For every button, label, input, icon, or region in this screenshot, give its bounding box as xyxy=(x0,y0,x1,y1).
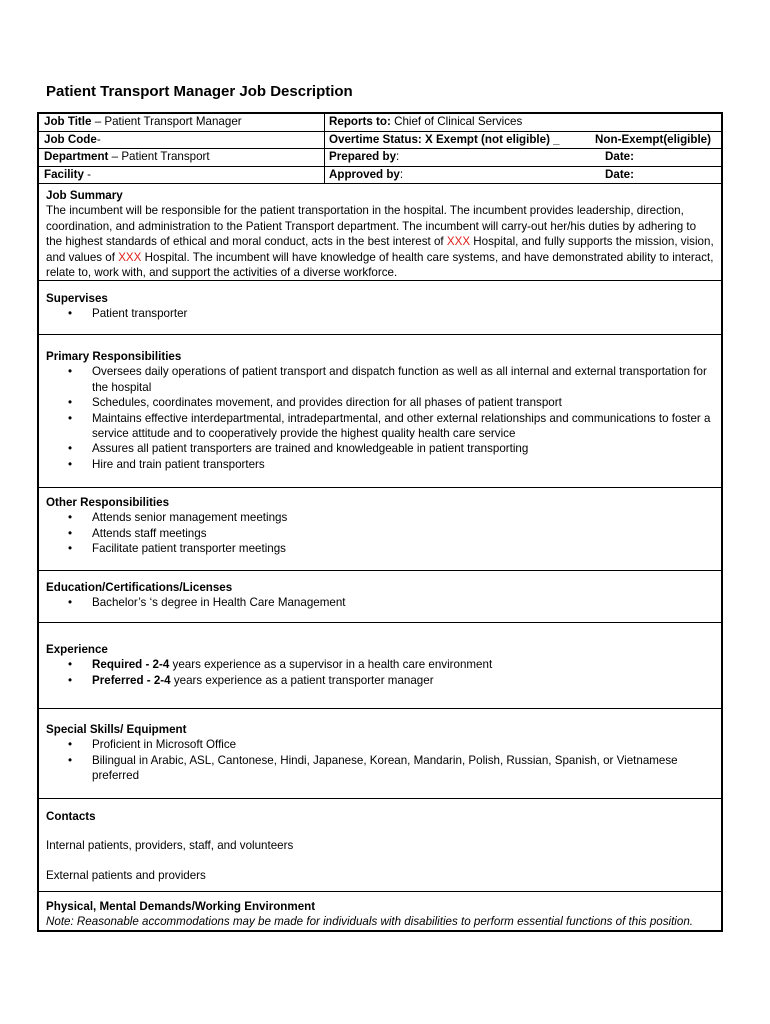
job-title-row xyxy=(39,114,324,132)
education-section xyxy=(39,571,721,623)
education-heading: Education/Certifications/Licenses xyxy=(46,581,233,594)
approved-by-value: : xyxy=(399,167,404,181)
list-item: • Assures all patient transporters are trained and knowledgeable in patient transporting xyxy=(46,441,715,456)
overtime-status-row xyxy=(325,132,721,150)
job-code-label: Job Code xyxy=(44,132,97,146)
job-description-table xyxy=(37,112,723,932)
prepared-date-label: Date: xyxy=(605,150,634,163)
prepared-by-value: : xyxy=(396,150,400,163)
overtime-status-label: Overtime Status: X Exempt (not eligible) _ xyxy=(329,132,560,146)
supervises-heading: Supervises xyxy=(46,292,108,305)
supervises-section xyxy=(39,281,721,335)
list-item: • Facilitate patient transporter meetings xyxy=(46,541,715,556)
facility-label: Facility xyxy=(44,167,84,181)
contacts-section xyxy=(39,799,721,892)
approved-by-row xyxy=(325,167,721,184)
non-exempt-label: Non-Exempt(eligible) xyxy=(595,132,711,146)
accommodations-note: Note: Reasonable accommodations may be made for individuals with disabilities to perform essential functions of this position. xyxy=(46,915,694,929)
job-summary-text: The incumbent will be responsible for the patient transportation in the hospital. The incumbent provides leadership, direction, coordination, and administration to the Patient Transport department. The incumbent will carry-out her/his duties by adhering to the highest standards of ethical and moral conduct, acts in the best interest of XXX Hospital, and fully supports the mission, vision, and values of XXX Hospital. The incumbent will have knowledge of health care systems, and have demonstrated ability to interact, relate to, work with, and support the activities of a diverse workforce. xyxy=(46,204,714,280)
primary-responsibilities-section xyxy=(39,335,721,488)
list-item: • Preferred - 2-4 years experience as a patient transporter manager xyxy=(46,673,715,688)
list-item: • Bachelor’s ‘s degree in Health Care Management xyxy=(46,595,715,610)
list-item: • Patient transporter xyxy=(46,306,715,321)
contacts-heading: Contacts xyxy=(46,810,96,823)
facility-value: - xyxy=(83,167,92,181)
job-summary-section xyxy=(39,184,721,281)
experience-heading: Experience xyxy=(46,643,108,656)
list-item: • Oversees daily operations of patient transport and dispatch function as well as all internal and external transportation for the hospital xyxy=(46,364,715,395)
reports-to-value: Chief of Clinical Services xyxy=(390,115,523,128)
special-skills-section xyxy=(39,709,721,799)
hospital-placeholder-1: XXX xyxy=(446,235,471,249)
list-item: • Attends staff meetings xyxy=(46,526,715,541)
prepared-by-label: Prepared by xyxy=(329,150,397,163)
contacts-internal: Internal patients, providers, staff, and volunteers xyxy=(46,839,294,853)
header-left-column xyxy=(39,114,325,183)
document-title: Patient Transport Manager Job Description xyxy=(46,83,353,100)
list-item: • Required - 2-4 years experience as a supervisor in a health care environment xyxy=(46,657,715,672)
list-item: • Maintains effective interdepartmental, intradepartmental, and other external relationships and communications to foster a service attitude and to cooperatively provide the highest quality health care service xyxy=(46,411,715,442)
primary-responsibilities-heading: Primary Responsibilities xyxy=(46,350,182,363)
reports-to-row xyxy=(325,114,721,132)
list-item: • Bilingual in Arabic, ASL, Cantonese, Hindi, Japanese, Korean, Mandarin, Polish, Russian, Spanish, or Vietnamese preferred xyxy=(46,753,715,784)
list-item: • Proficient in Microsoft Office xyxy=(46,737,715,752)
header-block xyxy=(39,114,721,184)
job-code-value: - xyxy=(96,132,101,146)
list-item: • Attends senior management meetings xyxy=(46,510,715,525)
department-row xyxy=(39,149,324,167)
preferred-label: Preferred - 2-4 xyxy=(92,673,171,687)
contacts-external: External patients and providers xyxy=(46,868,206,882)
list-item: • Hire and train patient transporters xyxy=(46,457,715,472)
job-title-label: Job Title xyxy=(44,115,92,128)
special-skills-heading: Special Skills/ Equipment xyxy=(46,723,187,736)
prepared-by-row xyxy=(325,149,721,167)
list-item: • Schedules, coordinates movement, and provides direction for all phases of patient transport xyxy=(46,395,715,410)
physical-demands-section xyxy=(39,892,721,930)
physical-demands-heading: Physical, Mental Demands/Working Environment xyxy=(46,900,316,913)
header-right-column xyxy=(325,114,721,183)
other-responsibilities-heading: Other Responsibilities xyxy=(46,496,170,509)
other-responsibilities-section xyxy=(39,488,721,571)
hospital-placeholder-2: XXX xyxy=(118,250,142,264)
facility-row xyxy=(39,167,324,184)
reports-to-label: Reports to: xyxy=(329,115,391,128)
job-title-value: – Patient Transport Manager xyxy=(91,115,242,128)
experience-section xyxy=(39,623,721,709)
approved-by-label: Approved by xyxy=(329,167,400,181)
department-value: – Patient Transport xyxy=(108,150,210,163)
department-label: Department xyxy=(44,150,109,163)
required-label: Required - 2-4 xyxy=(92,658,170,672)
job-summary-heading: Job Summary xyxy=(46,189,123,202)
approved-date-label: Date: xyxy=(605,167,634,181)
job-code-row xyxy=(39,132,324,150)
